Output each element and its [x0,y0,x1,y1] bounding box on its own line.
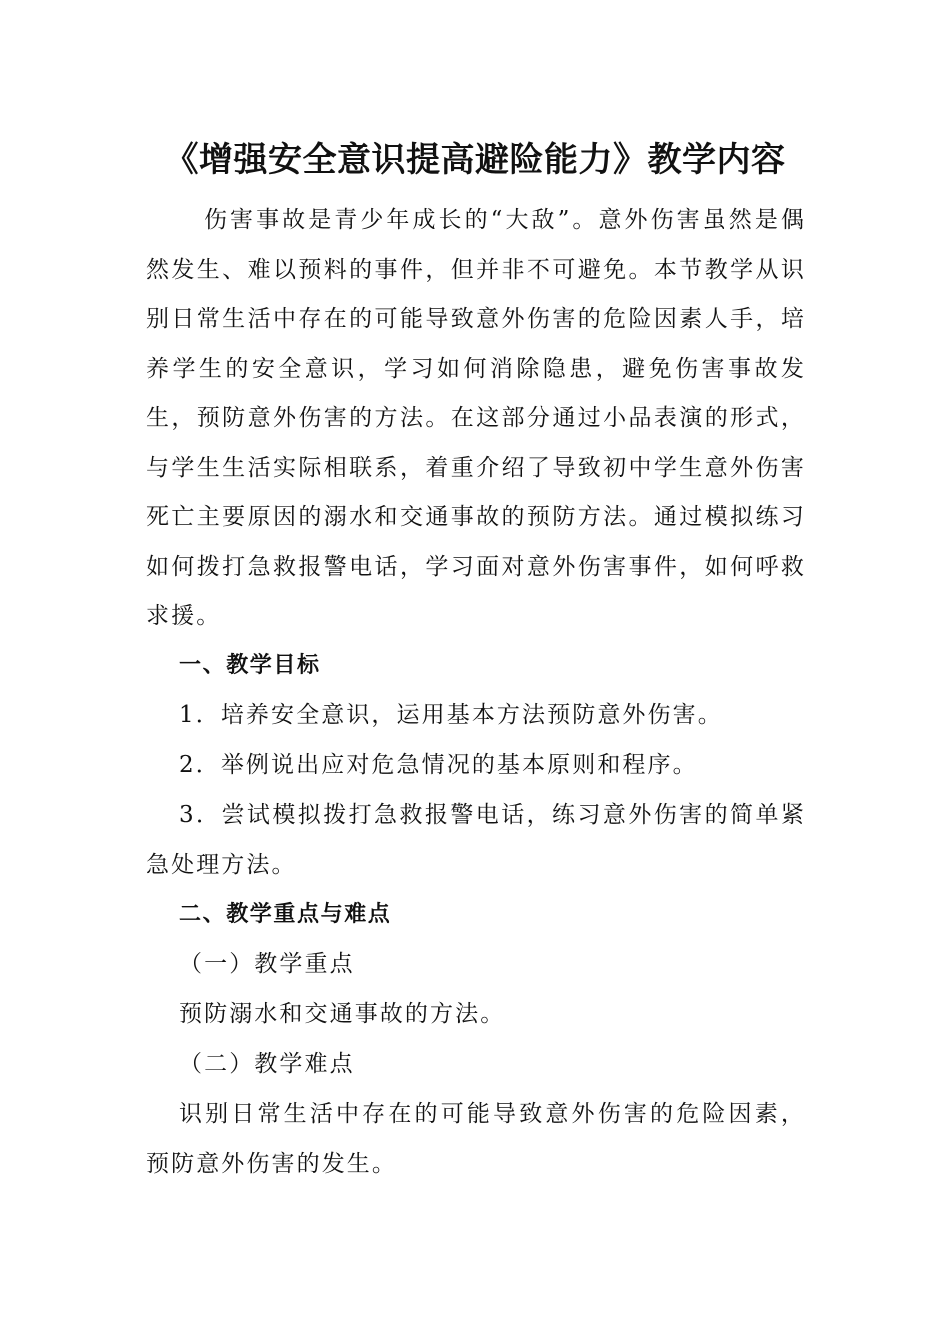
section-heading-objectives: 一、教学目标 [179,653,321,678]
key-point-text: 预防溺水和交通事故的方法。 [179,1001,506,1027]
document-title: 《增强安全意识提高避险能力》教学内容 [164,140,786,180]
objective-item-2: 2．举例说出应对危急情况的基本原则和程序。 [179,752,698,778]
intro-paragraph: 伤害事故是青少年成长的“大敌”。意外伤害虽然是偶然发生、难以预料的事件，但并非不可避免。本节教学从识别日常生活中存在的可能导致意外伤害的危险因素人手，培养学生的安全意识，学习如何消除隐患，避免伤害事故发生，预防意外伤害的方法。在这部分通过小品表演的形式，与学生生活实际相联系，着重介绍了导致初中学生意外伤害死亡主要原因的溺水和交通事故的预防方法。通过模拟练习如何拨打急救报警电话，学习面对意外伤害事件，如何呼救求援。 [146,207,806,629]
difficulty-text: 识别日常生活中存在的可能导致意外伤害的危险因素，预防意外伤害的发生。 [146,1101,806,1177]
objective-item-1: 1．培养安全意识，运用基本方法预防意外伤害。 [179,702,723,728]
subsection-heading-difficulty: （二）教学难点 [179,1051,355,1077]
subsection-heading-key-point: （一）教学重点 [179,951,355,977]
section-heading-key-points: 二、教学重点与难点 [179,902,392,927]
objective-item-3: 3．尝试模拟拨打急救报警电话，练习意外伤害的简单紧急处理方法。 [146,802,806,878]
